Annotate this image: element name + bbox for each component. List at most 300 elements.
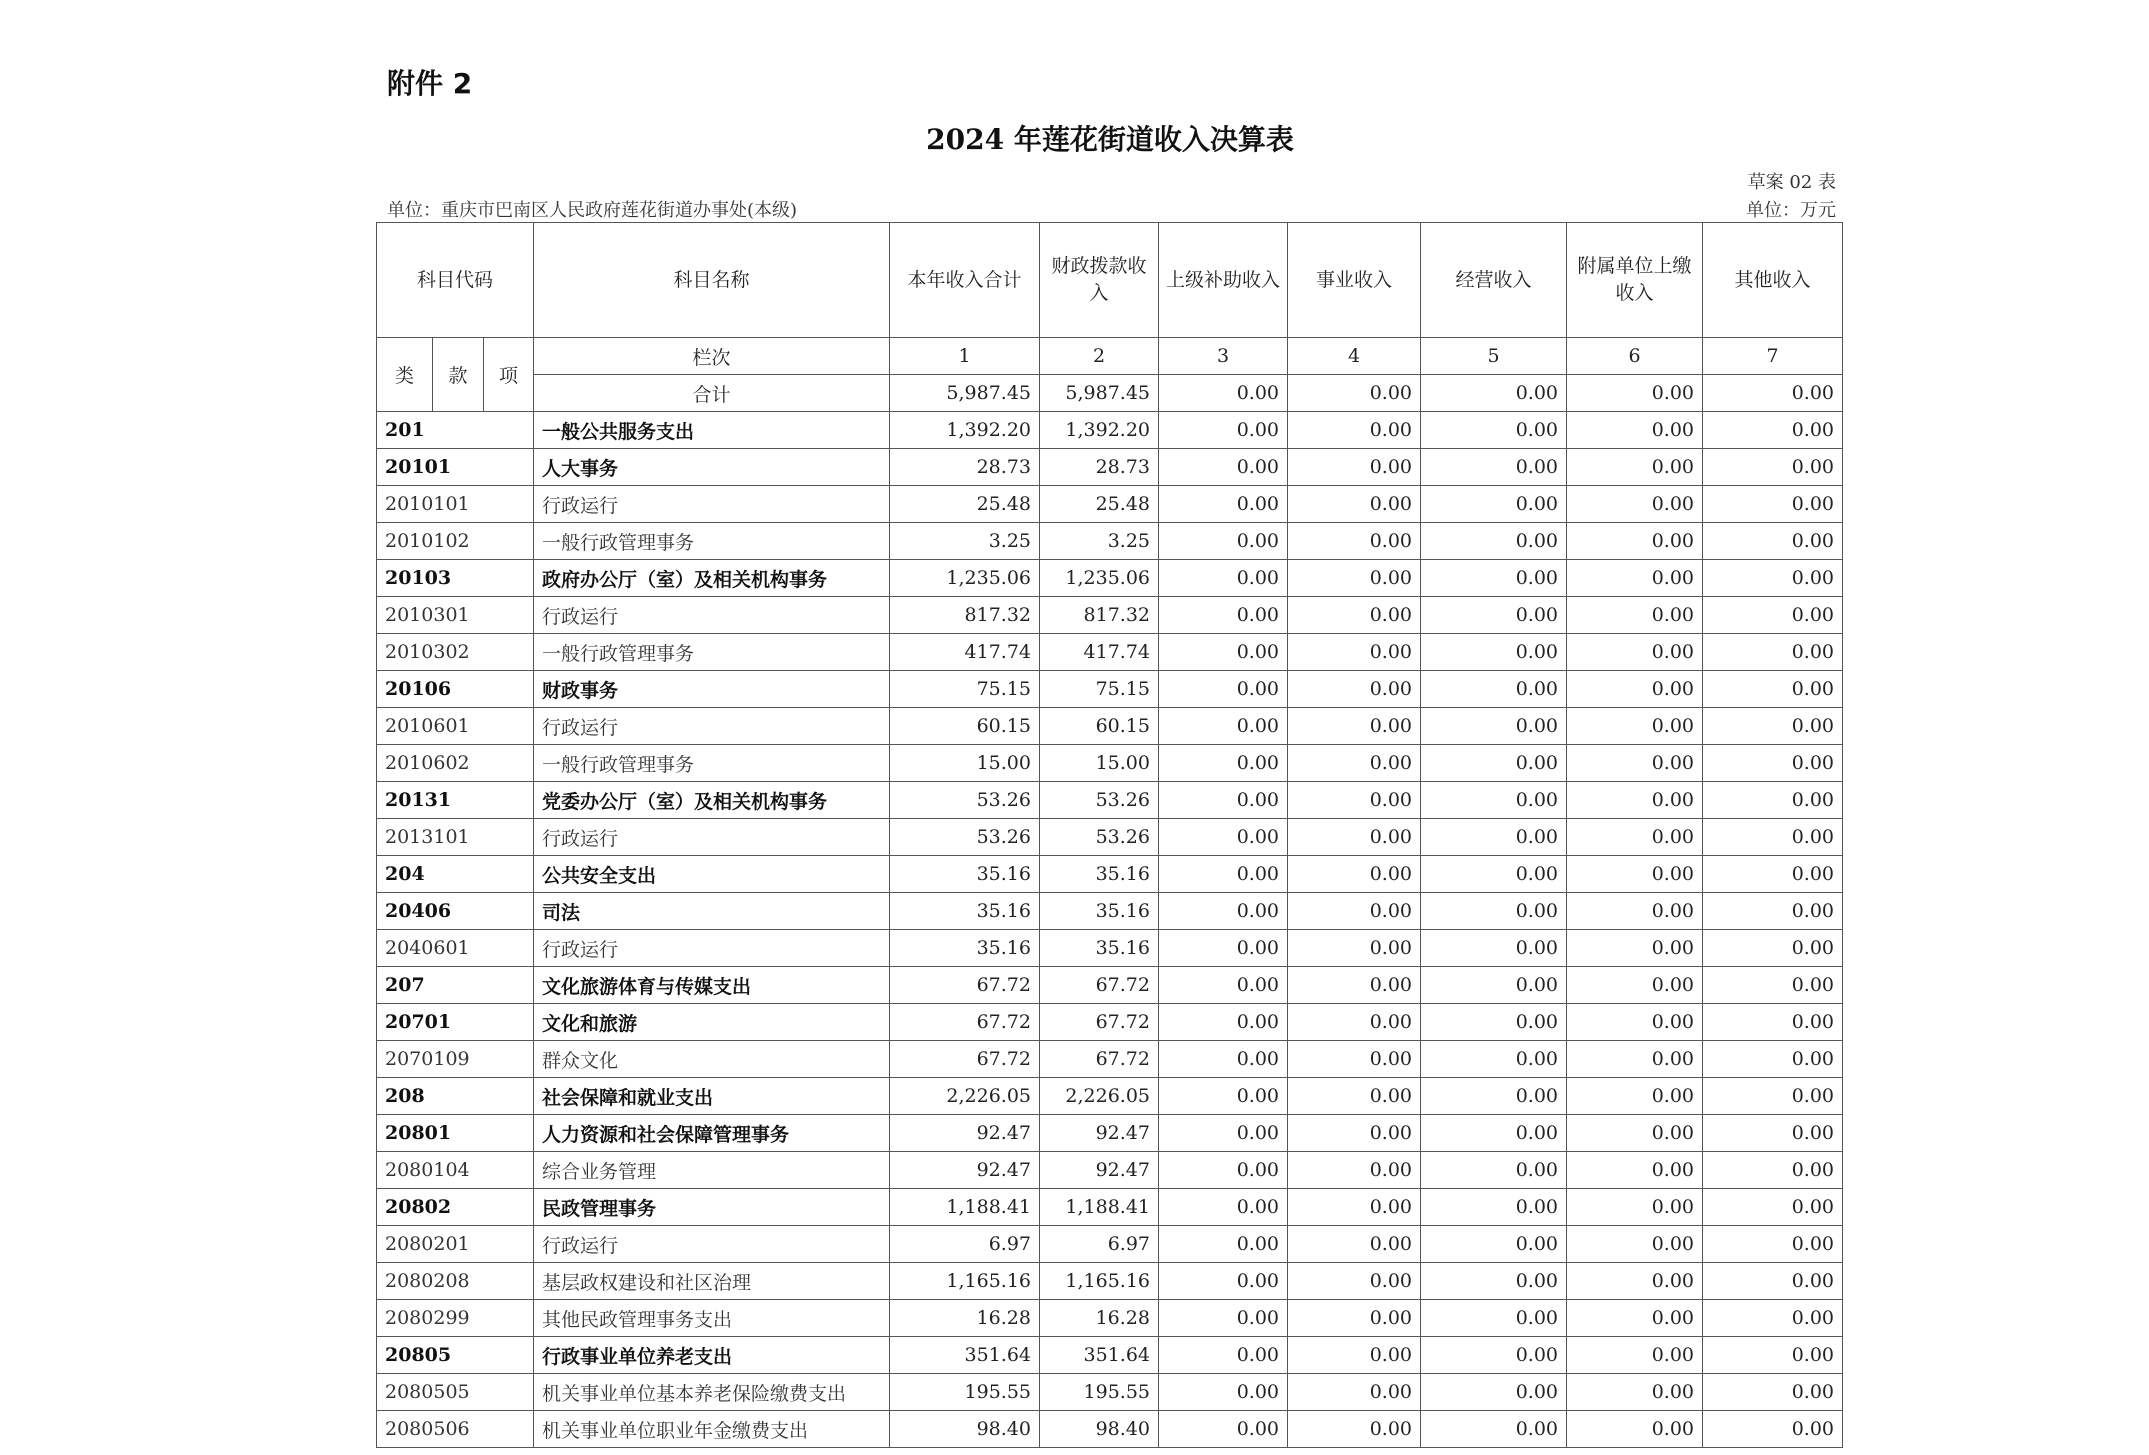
form-number: 草案 02 表 [1747, 172, 1836, 193]
subject-code: 2010601 [377, 708, 534, 745]
amount-cell: 25.48 [1040, 486, 1159, 523]
amount-cell: 0.00 [1159, 1226, 1288, 1263]
header-col-6: 附属单位上缴收入 [1567, 223, 1703, 338]
table-row [377, 1041, 1843, 1078]
amount-cell: 0.00 [1567, 1152, 1703, 1189]
unit-currency: 单位：万元 [1746, 200, 1836, 221]
header-col-3: 上级补助收入 [1159, 223, 1288, 338]
amount-cell: 0.00 [1703, 1152, 1843, 1189]
amount-cell: 0.00 [1421, 486, 1567, 523]
amount-cell: 0.00 [1567, 1078, 1703, 1115]
amount-cell: 75.15 [890, 671, 1040, 708]
amount-cell: 0.00 [1567, 1226, 1703, 1263]
subject-name: 文化和旅游 [534, 1004, 890, 1041]
header-lanci: 栏次 [534, 338, 890, 375]
amount-cell: 0.00 [1159, 412, 1288, 449]
subject-name: 文化旅游体育与传媒支出 [534, 967, 890, 1004]
amount-cell: 0.00 [1288, 893, 1421, 930]
amount-cell: 0.00 [1703, 1078, 1843, 1115]
subject-name: 行政运行 [534, 597, 890, 634]
amount-cell: 0.00 [1421, 1041, 1567, 1078]
amount-cell: 0.00 [1288, 671, 1421, 708]
amount-cell: 53.26 [890, 819, 1040, 856]
subject-name: 行政运行 [534, 486, 890, 523]
header-xiang: 项 [484, 338, 534, 412]
col-number-7: 7 [1703, 338, 1843, 375]
amount-cell: 0.00 [1703, 893, 1843, 930]
table-row [377, 449, 1843, 486]
amount-cell: 0.00 [1567, 1115, 1703, 1152]
amount-cell: 0.00 [1421, 1226, 1567, 1263]
amount-cell: 0.00 [1703, 634, 1843, 671]
subject-code: 2010102 [377, 523, 534, 560]
subject-name: 群众文化 [534, 1041, 890, 1078]
amount-cell: 0.00 [1159, 449, 1288, 486]
subject-code: 20801 [377, 1115, 534, 1152]
amount-cell: 0.00 [1159, 893, 1288, 930]
amount-cell: 1,165.16 [1040, 1263, 1159, 1300]
amount-cell: 0.00 [1421, 1263, 1567, 1300]
table-row [377, 745, 1843, 782]
amount-cell: 0.00 [1703, 745, 1843, 782]
amount-cell: 0.00 [1703, 856, 1843, 893]
amount-cell: 0.00 [1703, 708, 1843, 745]
amount-cell: 98.40 [1040, 1411, 1159, 1448]
subject-name: 公共安全支出 [534, 856, 890, 893]
subject-name: 一般行政管理事务 [534, 523, 890, 560]
subject-code: 20131 [377, 782, 534, 819]
amount-cell: 0.00 [1567, 1411, 1703, 1448]
amount-cell: 0.00 [1567, 782, 1703, 819]
amount-cell: 0.00 [1288, 1189, 1421, 1226]
amount-cell: 0.00 [1567, 1374, 1703, 1411]
amount-cell: 0.00 [1567, 930, 1703, 967]
total-value: 5,987.45 [1040, 375, 1159, 412]
amount-cell: 6.97 [1040, 1226, 1159, 1263]
table-row [377, 930, 1843, 967]
subject-code: 2070109 [377, 1041, 534, 1078]
subject-code: 20802 [377, 1189, 534, 1226]
amount-cell: 0.00 [1421, 1337, 1567, 1374]
amount-cell: 0.00 [1288, 1337, 1421, 1374]
table-row [377, 967, 1843, 1004]
table-row [377, 560, 1843, 597]
table-row [377, 671, 1843, 708]
amount-cell: 0.00 [1703, 449, 1843, 486]
amount-cell: 0.00 [1421, 1115, 1567, 1152]
subject-code: 2010301 [377, 597, 534, 634]
amount-cell: 1,165.16 [890, 1263, 1040, 1300]
subject-name: 行政运行 [534, 930, 890, 967]
amount-cell: 0.00 [1703, 1374, 1843, 1411]
amount-cell: 0.00 [1567, 597, 1703, 634]
subject-code: 2010101 [377, 486, 534, 523]
amount-cell: 0.00 [1159, 1300, 1288, 1337]
subject-code: 2013101 [377, 819, 534, 856]
amount-cell: 15.00 [890, 745, 1040, 782]
amount-cell: 53.26 [1040, 782, 1159, 819]
amount-cell: 417.74 [890, 634, 1040, 671]
amount-cell: 67.72 [890, 1041, 1040, 1078]
subject-code: 20406 [377, 893, 534, 930]
amount-cell: 817.32 [890, 597, 1040, 634]
table-row [377, 1374, 1843, 1411]
header-col-1: 本年收入合计 [890, 223, 1040, 338]
total-value: 0.00 [1288, 375, 1421, 412]
subject-name: 机关事业单位基本养老保险缴费支出 [534, 1374, 890, 1411]
amount-cell: 0.00 [1567, 819, 1703, 856]
subject-name: 财政事务 [534, 671, 890, 708]
amount-cell: 3.25 [890, 523, 1040, 560]
table-row [377, 486, 1843, 523]
amount-cell: 0.00 [1567, 967, 1703, 1004]
header-kuan: 款 [433, 338, 484, 412]
amount-cell: 0.00 [1421, 745, 1567, 782]
amount-cell: 0.00 [1159, 671, 1288, 708]
amount-cell: 0.00 [1159, 486, 1288, 523]
amount-cell: 0.00 [1421, 523, 1567, 560]
amount-cell: 0.00 [1421, 597, 1567, 634]
amount-cell: 0.00 [1703, 412, 1843, 449]
table-row [377, 523, 1843, 560]
amount-cell: 35.16 [890, 930, 1040, 967]
table-row [377, 782, 1843, 819]
subject-name: 一般行政管理事务 [534, 634, 890, 671]
amount-cell: 67.72 [890, 1004, 1040, 1041]
amount-cell: 0.00 [1421, 634, 1567, 671]
amount-cell: 35.16 [1040, 930, 1159, 967]
total-value: 0.00 [1421, 375, 1567, 412]
amount-cell: 0.00 [1567, 1300, 1703, 1337]
unit-organization: 单位：重庆市巴南区人民政府莲花街道办事处(本级) [387, 200, 798, 221]
subject-code: 2080208 [377, 1263, 534, 1300]
subject-name: 综合业务管理 [534, 1152, 890, 1189]
subject-code: 2080506 [377, 1411, 534, 1448]
amount-cell: 0.00 [1703, 1189, 1843, 1226]
amount-cell: 35.16 [890, 893, 1040, 930]
amount-cell: 0.00 [1567, 1189, 1703, 1226]
amount-cell: 0.00 [1421, 560, 1567, 597]
subject-code: 20701 [377, 1004, 534, 1041]
amount-cell: 0.00 [1567, 708, 1703, 745]
amount-cell: 0.00 [1288, 782, 1421, 819]
amount-cell: 0.00 [1159, 782, 1288, 819]
amount-cell: 0.00 [1159, 1152, 1288, 1189]
subject-code: 208 [377, 1078, 534, 1115]
amount-cell: 0.00 [1703, 486, 1843, 523]
header-code: 科目代码 [377, 223, 534, 338]
amount-cell: 0.00 [1159, 967, 1288, 1004]
amount-cell: 0.00 [1703, 1411, 1843, 1448]
total-row [377, 375, 1843, 412]
amount-cell: 92.47 [1040, 1152, 1159, 1189]
subject-code: 20101 [377, 449, 534, 486]
subject-code: 2080104 [377, 1152, 534, 1189]
amount-cell: 0.00 [1288, 745, 1421, 782]
amount-cell: 0.00 [1288, 1226, 1421, 1263]
table-row [377, 1411, 1843, 1448]
table-row [377, 893, 1843, 930]
amount-cell: 60.15 [890, 708, 1040, 745]
amount-cell: 0.00 [1703, 523, 1843, 560]
amount-cell: 0.00 [1288, 597, 1421, 634]
amount-cell: 0.00 [1288, 1041, 1421, 1078]
amount-cell: 0.00 [1567, 449, 1703, 486]
table-row [377, 412, 1843, 449]
amount-cell: 53.26 [890, 782, 1040, 819]
amount-cell: 0.00 [1421, 1300, 1567, 1337]
subject-code: 2040601 [377, 930, 534, 967]
amount-cell: 0.00 [1421, 856, 1567, 893]
amount-cell: 0.00 [1567, 523, 1703, 560]
table-header-row [377, 223, 1843, 338]
amount-cell: 35.16 [890, 856, 1040, 893]
subject-name: 民政管理事务 [534, 1189, 890, 1226]
attachment-label: 附件 2 [387, 67, 473, 100]
amount-cell: 0.00 [1421, 449, 1567, 486]
subject-name: 人大事务 [534, 449, 890, 486]
amount-cell: 0.00 [1159, 1041, 1288, 1078]
amount-cell: 0.00 [1567, 1004, 1703, 1041]
subject-code: 2080505 [377, 1374, 534, 1411]
amount-cell: 0.00 [1159, 1189, 1288, 1226]
amount-cell: 0.00 [1159, 1004, 1288, 1041]
amount-cell: 195.55 [890, 1374, 1040, 1411]
amount-cell: 0.00 [1159, 1078, 1288, 1115]
amount-cell: 0.00 [1703, 597, 1843, 634]
amount-cell: 0.00 [1421, 930, 1567, 967]
amount-cell: 98.40 [890, 1411, 1040, 1448]
table-row [377, 1300, 1843, 1337]
amount-cell: 0.00 [1567, 671, 1703, 708]
total-value: 0.00 [1567, 375, 1703, 412]
amount-cell: 0.00 [1288, 856, 1421, 893]
subject-name: 一般公共服务支出 [534, 412, 890, 449]
amount-cell: 0.00 [1421, 893, 1567, 930]
header-name: 科目名称 [534, 223, 890, 338]
amount-cell: 0.00 [1159, 597, 1288, 634]
table-row [377, 1115, 1843, 1152]
amount-cell: 0.00 [1159, 745, 1288, 782]
amount-cell: 0.00 [1288, 930, 1421, 967]
table-row [377, 1078, 1843, 1115]
subject-name: 人力资源和社会保障管理事务 [534, 1115, 890, 1152]
amount-cell: 0.00 [1159, 856, 1288, 893]
amount-cell: 0.00 [1288, 1263, 1421, 1300]
subject-code: 20106 [377, 671, 534, 708]
subject-name: 社会保障和就业支出 [534, 1078, 890, 1115]
amount-cell: 53.26 [1040, 819, 1159, 856]
amount-cell: 817.32 [1040, 597, 1159, 634]
amount-cell: 0.00 [1421, 671, 1567, 708]
total-value: 5,987.45 [890, 375, 1040, 412]
amount-cell: 35.16 [1040, 856, 1159, 893]
amount-cell: 0.00 [1159, 930, 1288, 967]
amount-cell: 0.00 [1288, 1300, 1421, 1337]
amount-cell: 0.00 [1567, 893, 1703, 930]
amount-cell: 0.00 [1288, 560, 1421, 597]
amount-cell: 0.00 [1288, 1374, 1421, 1411]
amount-cell: 0.00 [1703, 1004, 1843, 1041]
amount-cell: 417.74 [1040, 634, 1159, 671]
subject-code: 2080299 [377, 1300, 534, 1337]
amount-cell: 0.00 [1159, 634, 1288, 671]
amount-cell: 2,226.05 [890, 1078, 1040, 1115]
amount-cell: 0.00 [1288, 523, 1421, 560]
amount-cell: 1,188.41 [1040, 1189, 1159, 1226]
amount-cell: 0.00 [1703, 967, 1843, 1004]
amount-cell: 60.15 [1040, 708, 1159, 745]
amount-cell: 0.00 [1567, 634, 1703, 671]
amount-cell: 0.00 [1159, 1263, 1288, 1300]
col-number-5: 5 [1421, 338, 1567, 375]
amount-cell: 0.00 [1421, 1078, 1567, 1115]
header-col-7: 其他收入 [1703, 223, 1843, 338]
amount-cell: 0.00 [1703, 782, 1843, 819]
income-table [376, 222, 1843, 1448]
amount-cell: 0.00 [1703, 1263, 1843, 1300]
subject-code: 2010302 [377, 634, 534, 671]
amount-cell: 92.47 [890, 1115, 1040, 1152]
amount-cell: 0.00 [1288, 819, 1421, 856]
amount-cell: 0.00 [1421, 967, 1567, 1004]
amount-cell: 67.72 [1040, 1004, 1159, 1041]
amount-cell: 351.64 [1040, 1337, 1159, 1374]
amount-cell: 1,392.20 [1040, 412, 1159, 449]
subject-name: 其他民政管理事务支出 [534, 1300, 890, 1337]
col-number-6: 6 [1567, 338, 1703, 375]
amount-cell: 0.00 [1288, 1004, 1421, 1041]
subject-name: 基层政权建设和社区治理 [534, 1263, 890, 1300]
amount-cell: 0.00 [1288, 708, 1421, 745]
subject-name: 司法 [534, 893, 890, 930]
amount-cell: 0.00 [1421, 1374, 1567, 1411]
amount-cell: 28.73 [1040, 449, 1159, 486]
amount-cell: 0.00 [1567, 560, 1703, 597]
amount-cell: 0.00 [1421, 1411, 1567, 1448]
amount-cell: 16.28 [1040, 1300, 1159, 1337]
col-number-1: 1 [890, 338, 1040, 375]
amount-cell: 0.00 [1159, 523, 1288, 560]
amount-cell: 351.64 [890, 1337, 1040, 1374]
amount-cell: 6.97 [890, 1226, 1040, 1263]
amount-cell: 0.00 [1159, 1337, 1288, 1374]
amount-cell: 0.00 [1421, 1189, 1567, 1226]
amount-cell: 195.55 [1040, 1374, 1159, 1411]
amount-cell: 1,392.20 [890, 412, 1040, 449]
amount-cell: 0.00 [1703, 819, 1843, 856]
table-row [377, 597, 1843, 634]
amount-cell: 35.16 [1040, 893, 1159, 930]
amount-cell: 0.00 [1288, 1078, 1421, 1115]
amount-cell: 0.00 [1288, 486, 1421, 523]
amount-cell: 0.00 [1567, 856, 1703, 893]
amount-cell: 75.15 [1040, 671, 1159, 708]
amount-cell: 0.00 [1288, 1411, 1421, 1448]
page-title: 2024 年莲花街道收入决算表 [926, 123, 1294, 156]
amount-cell: 0.00 [1703, 1115, 1843, 1152]
amount-cell: 0.00 [1567, 1041, 1703, 1078]
table-row [377, 1226, 1843, 1263]
amount-cell: 0.00 [1703, 1226, 1843, 1263]
amount-cell: 2,226.05 [1040, 1078, 1159, 1115]
amount-cell: 0.00 [1288, 967, 1421, 1004]
amount-cell: 92.47 [890, 1152, 1040, 1189]
amount-cell: 0.00 [1159, 1374, 1288, 1411]
amount-cell: 0.00 [1567, 1337, 1703, 1374]
amount-cell: 0.00 [1159, 819, 1288, 856]
amount-cell: 0.00 [1703, 1337, 1843, 1374]
amount-cell: 0.00 [1703, 930, 1843, 967]
header-lei: 类 [377, 338, 433, 412]
table-row [377, 856, 1843, 893]
amount-cell: 0.00 [1421, 708, 1567, 745]
amount-cell: 0.00 [1159, 1115, 1288, 1152]
amount-cell: 0.00 [1567, 1263, 1703, 1300]
amount-cell: 1,235.06 [890, 560, 1040, 597]
subject-name: 党委办公厅（室）及相关机构事务 [534, 782, 890, 819]
subject-code: 201 [377, 412, 534, 449]
subject-code: 207 [377, 967, 534, 1004]
amount-cell: 0.00 [1703, 671, 1843, 708]
table-row [377, 1004, 1843, 1041]
amount-cell: 1,188.41 [890, 1189, 1040, 1226]
amount-cell: 67.72 [890, 967, 1040, 1004]
amount-cell: 0.00 [1421, 819, 1567, 856]
amount-cell: 0.00 [1288, 449, 1421, 486]
amount-cell: 28.73 [890, 449, 1040, 486]
col-number-4: 4 [1288, 338, 1421, 375]
subject-code: 2080201 [377, 1226, 534, 1263]
amount-cell: 67.72 [1040, 1041, 1159, 1078]
subject-name: 机关事业单位职业年金缴费支出 [534, 1411, 890, 1448]
amount-cell: 0.00 [1567, 412, 1703, 449]
table-row [377, 819, 1843, 856]
table-row [377, 708, 1843, 745]
amount-cell: 0.00 [1703, 1041, 1843, 1078]
amount-cell: 0.00 [1288, 634, 1421, 671]
amount-cell: 0.00 [1159, 708, 1288, 745]
total-label: 合计 [534, 375, 890, 412]
header-col-4: 事业收入 [1288, 223, 1421, 338]
subject-name: 一般行政管理事务 [534, 745, 890, 782]
amount-cell: 92.47 [1040, 1115, 1159, 1152]
header-col-2: 财政拨款收入 [1040, 223, 1159, 338]
col-number-3: 3 [1159, 338, 1288, 375]
subject-name: 行政运行 [534, 708, 890, 745]
table-row [377, 1263, 1843, 1300]
amount-cell: 3.25 [1040, 523, 1159, 560]
subject-name: 行政运行 [534, 819, 890, 856]
amount-cell: 1,235.06 [1040, 560, 1159, 597]
subject-name: 政府办公厅（室）及相关机构事务 [534, 560, 890, 597]
amount-cell: 25.48 [890, 486, 1040, 523]
column-number-row [377, 338, 1843, 375]
subject-code: 20805 [377, 1337, 534, 1374]
table-row [377, 1189, 1843, 1226]
amount-cell: 67.72 [1040, 967, 1159, 1004]
amount-cell: 0.00 [1288, 1152, 1421, 1189]
table-row [377, 1337, 1843, 1374]
subject-code: 2010602 [377, 745, 534, 782]
table-row [377, 1152, 1843, 1189]
amount-cell: 16.28 [890, 1300, 1040, 1337]
amount-cell: 0.00 [1288, 1115, 1421, 1152]
total-value: 0.00 [1703, 375, 1843, 412]
amount-cell: 15.00 [1040, 745, 1159, 782]
amount-cell: 0.00 [1421, 412, 1567, 449]
header-col-5: 经营收入 [1421, 223, 1567, 338]
